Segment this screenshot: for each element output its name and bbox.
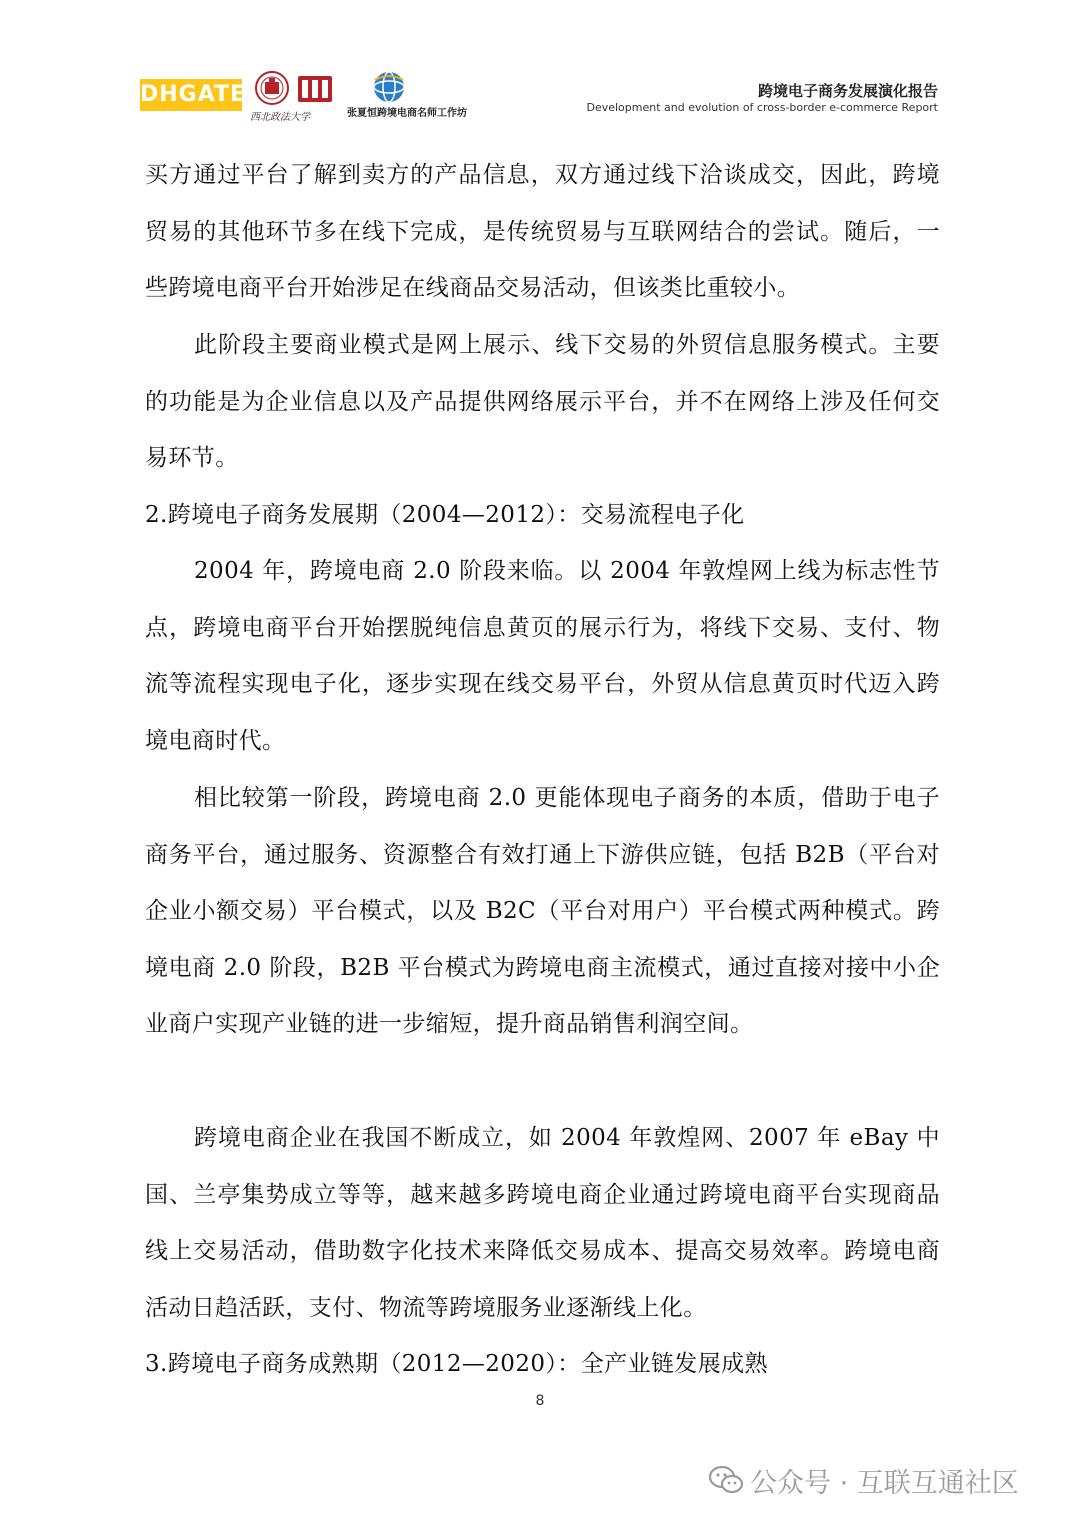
report-subtitle: Development and evolution of cross-border e-commerce Report — [586, 101, 938, 114]
page-header — [140, 66, 940, 122]
wechat-icon — [708, 1465, 744, 1495]
report-title: 跨境电子商务发展演化报告 — [757, 82, 938, 100]
studio-name: 张夏恒跨境电商名师工作坊 — [347, 108, 467, 119]
paragraph-3: 2004 年，跨境电商 2.0 阶段来临。以 2004 年敦煌网上线为标志性节点，跨境电商平台开始摆脱纯信息黄页的展示行为，将线下交易、支付、物流等流程实现电子化，逐步实现在线交易平台，外贸从信息黄页时代迈入跨境电商时代。 — [145, 558, 940, 754]
paragraph-1: 买方通过平台了解到卖方的产品信息，双方通过线下洽谈成交，因此，跨境贸易的其他环节多在线下完成，是传统贸易与互联网结合的尝试。随后，一些跨境电商平台开始涉足在线商品交易活动，但该类比重较小。 — [145, 162, 940, 302]
section-heading-2: 2.跨境电子商务发展期（2004—2012）：交易流程电子化 — [145, 502, 745, 528]
paragraph-4: 相比较第一阶段，跨境电商 2.0 更能体现电子商务的本质，借助于电子商务平台，通过服务、资源整合有效打通上下游供应链，包括 B2B（平台对企业小额交易）平台模式，以及 B2C（平台对用户）平台模式两种模式。跨境电商 2.0 阶段，B2B 平台模式为跨境电商主流模式，通过直接对接中小企业商户实现产业链的进一步缩短，提升商品销售利润空间。 — [145, 785, 940, 1038]
section-heading-3: 3.跨境电子商务成熟期（2012—2020）：全产业链发展成熟 — [145, 1351, 768, 1377]
university-emblem-icon — [252, 70, 347, 108]
university-name: 西北政法大学 — [250, 112, 310, 123]
globe-icon — [369, 70, 409, 104]
paragraph-2: 此阶段主要商业模式是网上展示、线下交易的外贸信息服务模式。主要的功能是为企业信息以及产品提供网络展示平台，并不在网络上涉及任何交易环节。 — [145, 332, 940, 472]
studio-logo — [347, 70, 487, 120]
dhgate-logo: DHGATE — [140, 79, 242, 111]
page-number: 8 — [535, 1393, 545, 1409]
watermark-text: 公众号 · 互联互通社区 — [750, 1468, 1019, 1499]
paragraph-5: 跨境电商企业在我国不断成立，如 2004 年敦煌网、2007 年 eBay 中国、兰亭集势成立等等，越来越多跨境电商企业通过跨境电商平台实现商品线上交易活动，借助数字化技术来降低交易成本、提高交易效率。跨境电商活动日趋活跃，支付、物流等跨境服务业逐渐线上化。 — [145, 1125, 940, 1321]
